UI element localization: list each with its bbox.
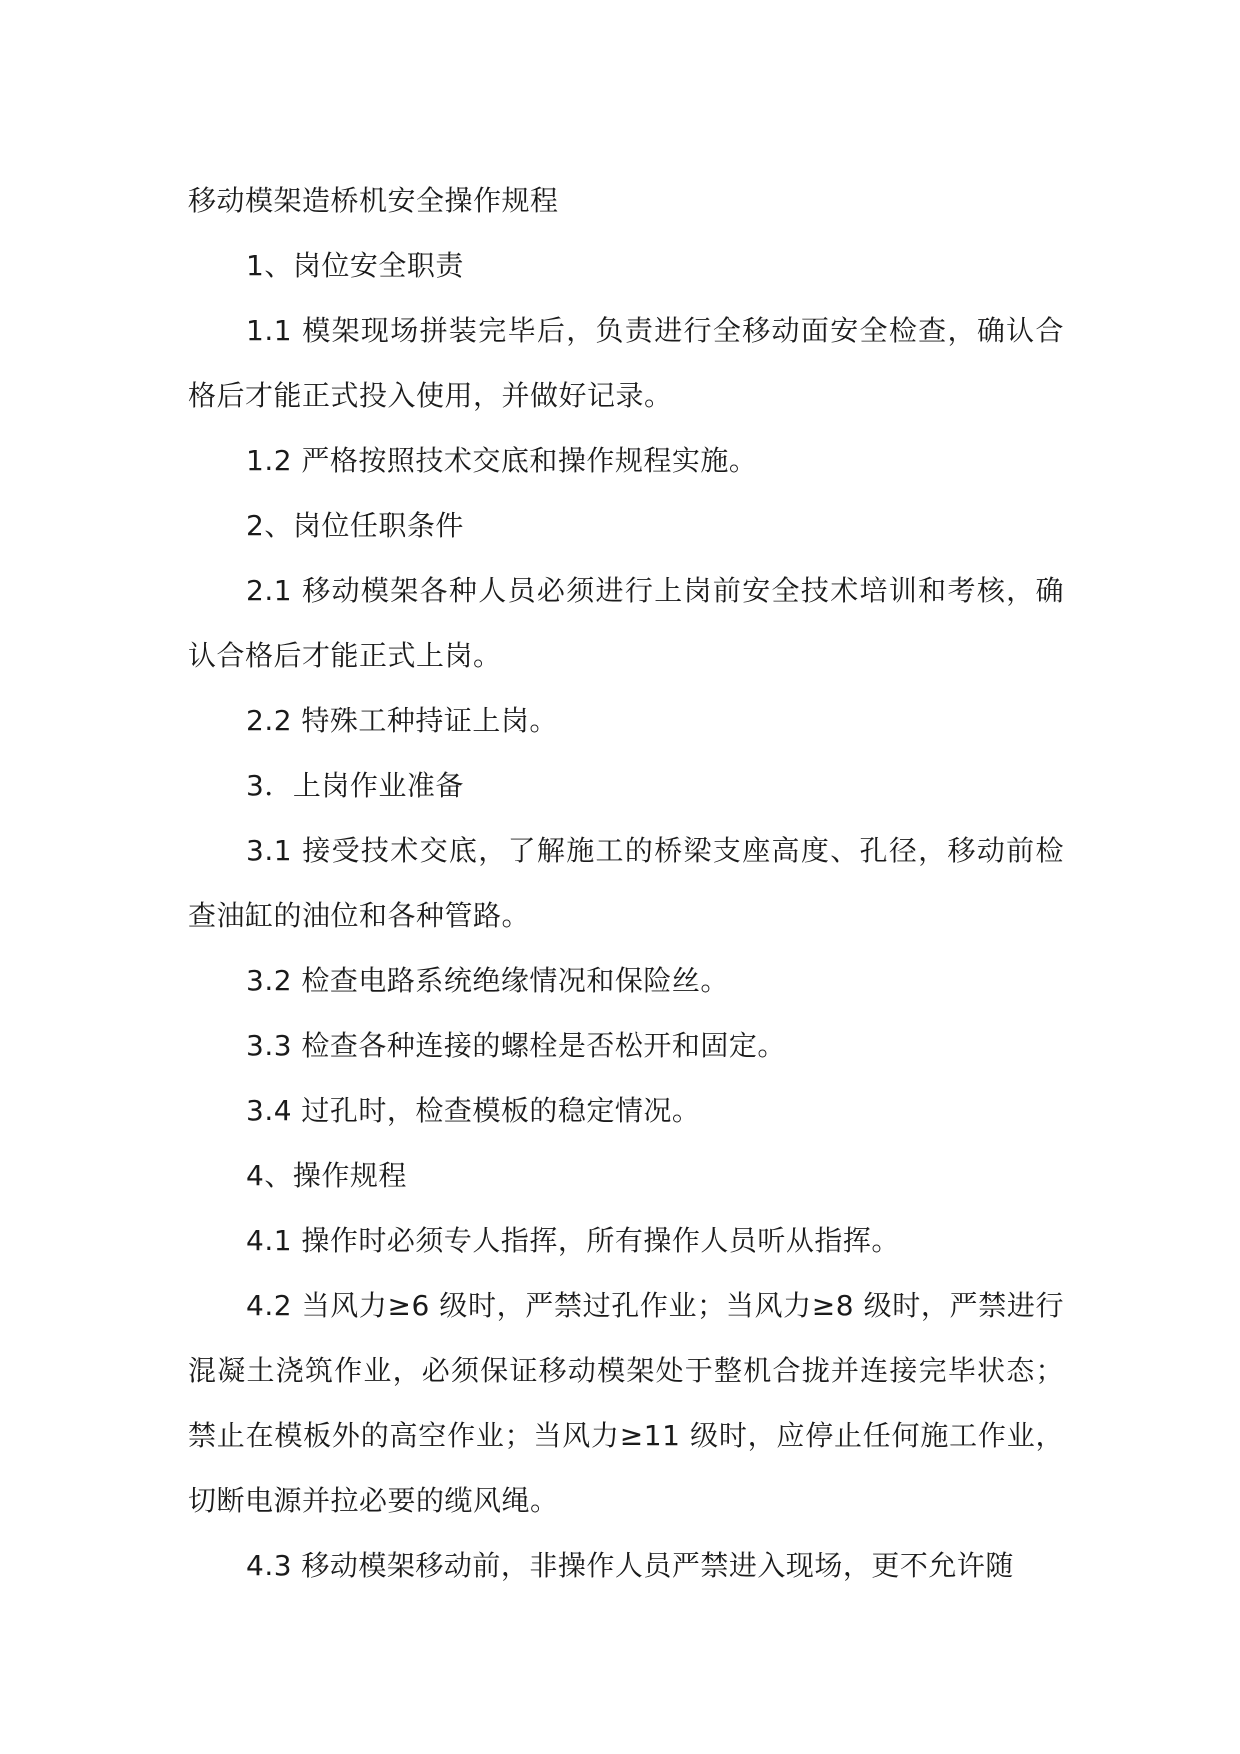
clause-3-4: 3.4 过孔时，检查模板的稳定情况。 <box>246 1094 701 1127</box>
section-heading-1: 1、岗位安全职责 <box>246 249 464 282</box>
document-title: 移动模架造桥机安全操作规程 <box>188 184 559 217</box>
clause-4-3: 4.3 移动模架移动前，非操作人员严禁进入现场，更不允许随 <box>246 1549 1014 1582</box>
section-heading-2: 2、岗位任职条件 <box>246 509 464 542</box>
document-body <box>188 168 1064 1598</box>
clause-4-1: 4.1 操作时必须专人指挥，所有操作人员听从指挥。 <box>246 1224 900 1257</box>
clause-3-3: 3.3 检查各种连接的螺栓是否松开和固定。 <box>246 1029 786 1062</box>
clause-4-2: 4.2 当风力≥6 级时，严禁过孔作业；当风力≥8 级时，严禁进行混凝土浇筑作业，必须保证移动模架处于整机合拢并连接完毕状态；禁止在模板外的高空作业；当风力≥11 级时，应停止任何施工作业，切断电源并拉必要的缆风绳。 <box>188 1289 1064 1517</box>
clause-1-1: 1.1 模架现场拼装完毕后，负责进行全移动面安全检查，确认合格后才能正式投入使用，并做好记录。 <box>188 314 1064 412</box>
clause-3-1: 3.1 接受技术交底，了解施工的桥梁支座高度、孔径，移动前检查油缸的油位和各种管路。 <box>188 834 1064 932</box>
clause-2-2: 2.2 特殊工种持证上岗。 <box>246 704 558 737</box>
clause-2-1: 2.1 移动模架各种人员必须进行上岗前安全技术培训和考核，确认合格后才能正式上岗。 <box>188 574 1064 672</box>
section-heading-4: 4、操作规程 <box>246 1159 407 1192</box>
clause-3-2: 3.2 检查电路系统绝缘情况和保险丝。 <box>246 964 729 997</box>
section-heading-3: 3．上岗作业准备 <box>246 769 464 802</box>
clause-1-2: 1.2 严格按照技术交底和操作规程实施。 <box>246 444 758 477</box>
